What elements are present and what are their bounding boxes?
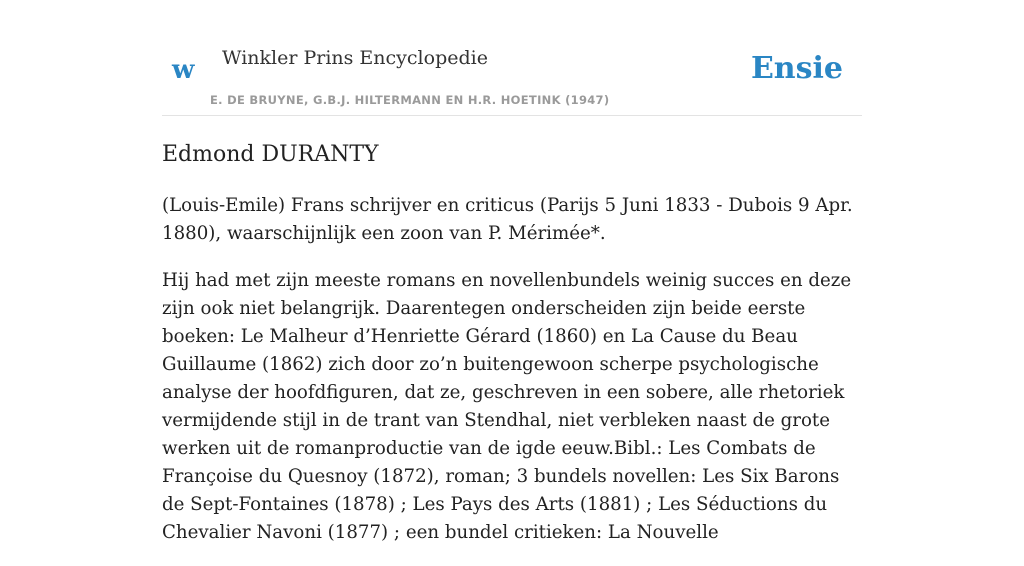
source-title[interactable]: Winkler Prins Encyclopedie bbox=[222, 47, 488, 69]
source-authors: E. DE BRUYNE, G.B.J. HILTERMANN EN H.R. HOETINK (1947) bbox=[210, 93, 610, 107]
article-body bbox=[162, 192, 862, 566]
ensie-logo[interactable]: Ensie bbox=[750, 51, 843, 86]
article-paragraph-main: Hij had met zijn meeste romans en novellenbundels weinig succes en deze zijn ook niet belangrijk. Daarentegen onderscheiden zijn beide eerste boeken: Le Malheur d’Henriette Gérard (1860) en La Cause du Beau Guillaume (1862) zich door zo’n buitengewoon scherpe psychologische analyse der hoofdfiguren, dat ze, geschreven in een sobere, alle rhetoriek vermijdende stijl in de trant van Stendhal, niet verbleken naast de grote werken uit de romanproductie van de igde eeuw.Bibl.: Les Combats de Françoise du Quesnoy (1872), roman; 3 bundels novellen: Les Six Barons de Sept-Fontaines (1878) ; Les Pays des Arts (1881) ; Les Séductions du Chevalier Navoni (1877) ; een bundel critieken: La Nouvelle bbox=[162, 270, 852, 543]
winkler-prins-logo[interactable]: w bbox=[172, 55, 195, 85]
source-header bbox=[162, 40, 862, 116]
article-title: Edmond DURANTY bbox=[162, 142, 379, 167]
article-paragraph-intro: (Louis-Emile) Frans schrijver en criticus (Parijs 5 Juni 1833 - Dubois 9 Apr. 1880), waarschijnlijk een zoon van P. Mérimée*. bbox=[162, 195, 853, 244]
